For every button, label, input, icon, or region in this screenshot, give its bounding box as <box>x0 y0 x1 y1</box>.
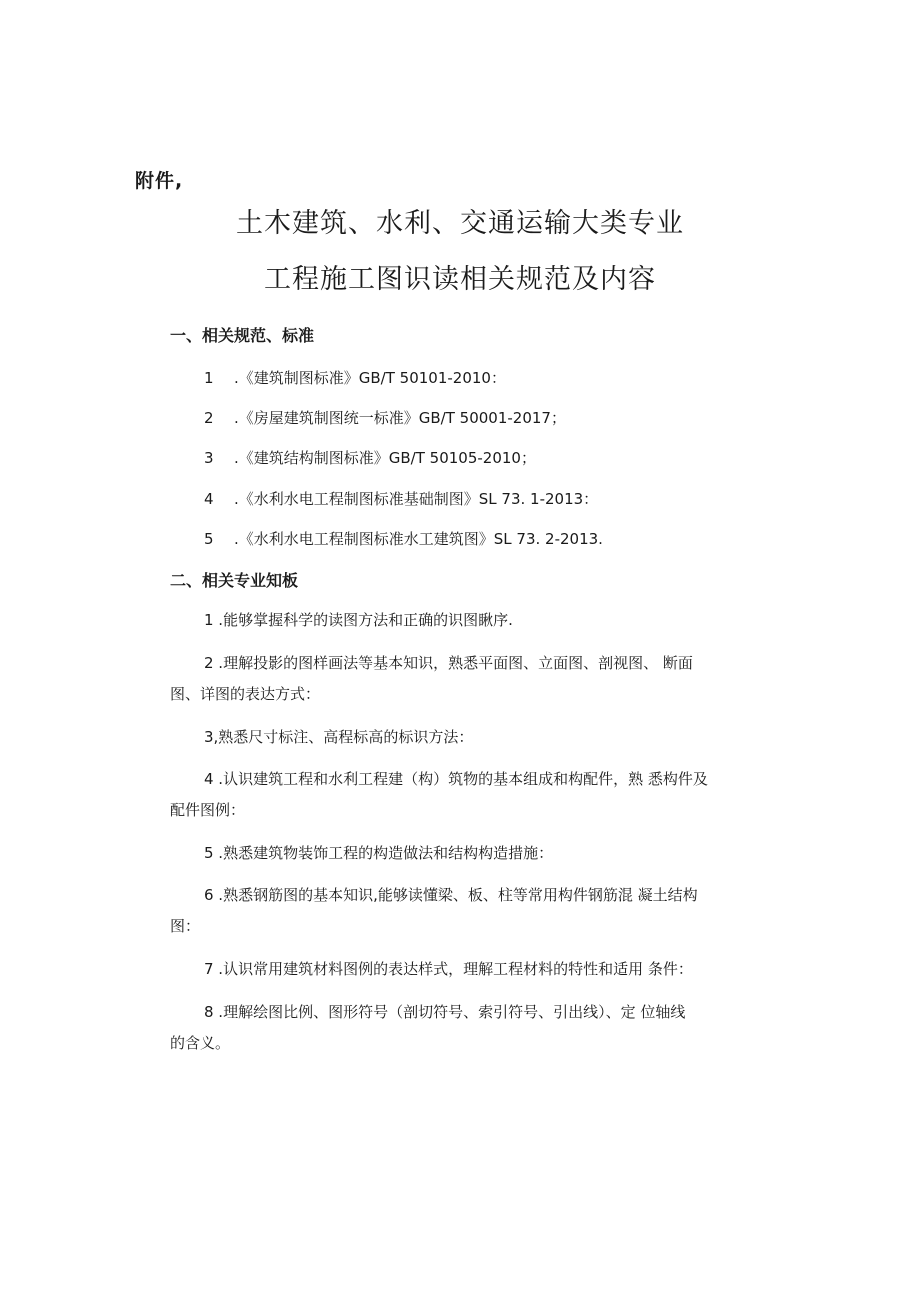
knowledge-item-line-1: 5 .熟悉建筑物装饰工程的构造做法和结构构造措施： <box>204 844 554 862</box>
document-title-line-2: 工程施工图识读相关规范及内容 <box>264 264 656 295</box>
standard-item-number: 2 <box>204 409 214 427</box>
standard-item-text: .《房屋建筑制图统一标准》GB/T 50001-2017； <box>234 409 566 427</box>
standard-item <box>204 367 506 388</box>
knowledge-item-line-2: 图： <box>170 917 201 935</box>
standard-item-text: .《水利水电工程制图标准水工建筑图》SL 73. 2-2013. <box>234 530 603 548</box>
knowledge-item-line-2: 配件图例： <box>170 801 246 819</box>
standard-item-number: 1 <box>204 369 214 387</box>
section-heading-knowledge: 二、相关专业知板 <box>170 571 299 590</box>
standard-item <box>204 528 603 549</box>
knowledge-item-line-1: 4 .认识建筑工程和水利工程建（构）筑物的基本组成和构配件，熟 悉构件及 <box>204 770 708 788</box>
standard-item <box>204 407 566 428</box>
knowledge-item <box>170 997 790 1059</box>
knowledge-item-line-1: 6 .熟悉钢筋图的基本知识,能够读懂梁、板、柱等常用构件钢筋混 凝土结构 <box>204 886 698 904</box>
standard-item <box>204 447 536 468</box>
knowledge-item <box>170 764 790 826</box>
knowledge-item <box>170 880 790 942</box>
standard-item <box>204 488 598 509</box>
section-heading-standards: 一、相关规范、标准 <box>170 326 315 345</box>
attachment-label: 附件, <box>135 170 184 192</box>
standard-item-number: 4 <box>204 490 214 508</box>
knowledge-item <box>170 605 790 636</box>
knowledge-item-line-1: 8 .理解绘图比例、图形符号（剖切符号、索引符号、引出线）、定 位轴线 <box>204 1003 686 1021</box>
standard-item-text: .《建筑结构制图标准》GB/T 50105-2010； <box>234 449 536 467</box>
knowledge-item-line-1: 2 .理解投影的图样画法等基本知识，熟悉平面图、立面图、剖视图、 断面 <box>204 654 693 672</box>
standard-item-text: .《水利水电工程制图标准基础制图》SL 73. 1-2013： <box>234 490 599 508</box>
knowledge-item <box>170 648 790 710</box>
knowledge-item <box>170 838 790 869</box>
knowledge-item-line-1: 1 .能够掌握科学的读图方法和正确的识图瞅序. <box>204 611 513 629</box>
standard-item-number: 5 <box>204 530 214 548</box>
knowledge-item-line-1: 3,熟悉尺寸标注、高程标高的标识方法： <box>204 728 474 746</box>
knowledge-item <box>170 722 790 753</box>
knowledge-item <box>170 954 790 985</box>
document-title-line-1: 土木建筑、水利、交通运输大类专业 <box>236 208 684 239</box>
knowledge-item-line-2: 的含义。 <box>170 1034 231 1052</box>
knowledge-item-line-2: 图、详图的表达方式： <box>170 685 321 703</box>
knowledge-item-line-1: 7 .认识常用建筑材料图例的表达样式，理解工程材料的特性和适用 条件： <box>204 960 693 978</box>
standard-item-number: 3 <box>204 449 214 467</box>
standard-item-text: .《建筑制图标准》GB/T 50101-2010： <box>234 369 506 387</box>
